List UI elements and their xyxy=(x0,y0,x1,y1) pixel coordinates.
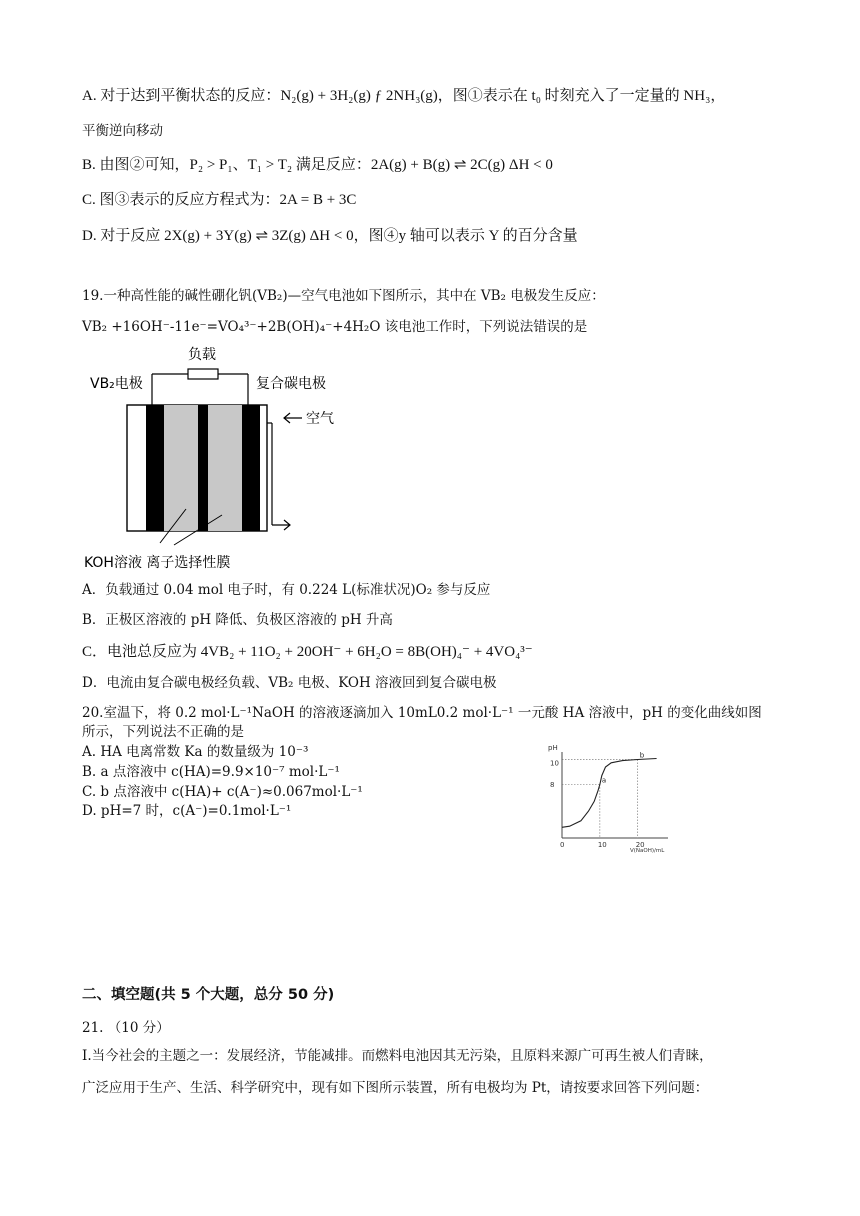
ion-selective-membrane xyxy=(198,405,208,531)
y-tick-label: 8 xyxy=(550,780,555,789)
q20-option-b: B. a 点溶液中 c(HA)=9.9×10⁻⁷ mol·L⁻¹ xyxy=(82,764,340,780)
q19-stem-line1: 19.一种高性能的碱性硼化钒(VB₂)—空气电池如下图所示，其中在 VB₂ 电极发生反应： xyxy=(82,288,605,304)
q19-stem-line2: VB₂ +16OH⁻-11e⁻=VO₄³⁻+2B(OH)₄⁻+4H₂O 该电池工作时，下列说法错误的是 xyxy=(82,319,588,335)
carbon-electrode-label: 复合碳电极 xyxy=(256,376,326,392)
q19-option-a: A．负载通过 0.04 mol 电子时，有 0.224 L(标准状况)O₂ 参与反应 xyxy=(82,582,491,598)
vb2-electrode-label: VB₂电极 xyxy=(90,376,143,392)
q20-option-a: A. HA 电离常数 Ka 的数量级为 10⁻³ xyxy=(82,744,309,760)
q18-option-b: B. 由图②可知，P₂ > P₁、T₁ > T₂ 满足反应：2A(g) + B(g) ⇌ 2C(g) ΔH < 0 xyxy=(82,157,553,173)
q21-paragraph-line2: 广泛应用于生产、生活、科学研究中，现有如下图所示装置，所有电极均为 Pt，请按要求回答下列问题： xyxy=(82,1080,709,1096)
q18-option-a-line1: A. 对于达到平衡状态的反应：N₂(g) + 3H₂(g) ƒ 2NH₃(g)，图①表示在 t₀ 时刻充入了一定量的 NH₃， xyxy=(82,88,726,104)
q20-stem-line2: 所示，下列说法不正确的是 xyxy=(82,724,244,740)
q21-paragraph-line1: Ⅰ.当今社会的主题之一：发展经济，节能减排。而燃料电池因其无污染，且原料来源广可再生被人们青睐， xyxy=(82,1048,713,1064)
koh-membrane-label: KOH溶液 离子选择性膜 xyxy=(84,555,231,571)
q18-option-c: C. 图③表示的反应方程式为：2A = B + 3C xyxy=(82,192,357,208)
air-label: 空气 xyxy=(306,411,334,427)
q20-option-c: C. b 点溶液中 c(HA)+ c(A⁻)≈0.067mol·L⁻¹ xyxy=(82,784,363,800)
q18-option-a-line2: 平衡逆向移动 xyxy=(82,123,163,139)
y-tick-label: 10 xyxy=(550,759,559,768)
x-axis-label: V(NaOH)/mL xyxy=(630,848,665,854)
load-resistor xyxy=(188,369,218,379)
q20-stem-line1: 20.室温下，将 0.2 mol·L⁻¹NaOH 的溶液逐滴加入 10mL0.2 mol·L⁻¹ 一元酸 HA 溶液中，pH 的变化曲线如图 xyxy=(82,705,762,721)
carbon-electrode xyxy=(242,405,260,531)
point-label: a xyxy=(601,776,607,785)
q19-option-b: B．正极区溶液的 pH 降低、负极区溶液的 pH 升高 xyxy=(82,612,393,628)
load-label: 负载 xyxy=(188,347,216,363)
vb2-electrode xyxy=(146,405,164,531)
ph-titration-chart xyxy=(540,738,680,856)
q19-option-d: D．电流由复合碳电极经负载、VB₂ 电极、KOH 溶液回到复合碳电极 xyxy=(82,675,497,691)
q18-option-d: D. 对于反应 2X(g) + 3Y(g) ⇌ 3Z(g) ΔH < 0，图④y 轴可以表示 Y 的百分含量 xyxy=(82,228,578,244)
point-label: b xyxy=(639,751,645,760)
battery-diagram xyxy=(82,343,352,573)
q21-heading: 21. （10 分） xyxy=(82,1020,170,1036)
q19-option-c: C．电池总反应为 4VB₂ + 11O₂ + 20OH⁻ + 6H₂O = 8B(OH)₄⁻ + 4VO₄³⁻ xyxy=(82,644,533,660)
x-tick-label: 0 xyxy=(560,841,565,849)
section-title: 二、填空题(共 5 个大题，总分 50 分) xyxy=(82,987,335,1003)
x-tick-label: 20 xyxy=(635,841,645,849)
x-tick-label: 10 xyxy=(597,841,607,849)
ph-curve xyxy=(562,759,657,828)
q20-option-d: D. pH=7 时，c(A⁻)=0.1mol·L⁻¹ xyxy=(82,803,292,819)
y-axis-label: pH xyxy=(548,744,558,752)
